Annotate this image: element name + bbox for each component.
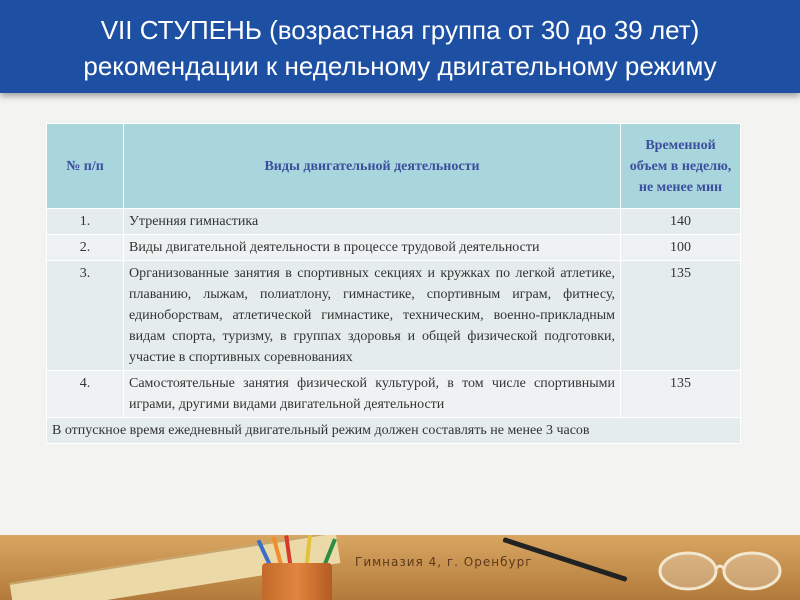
row-time: 135 — [621, 261, 741, 371]
row-time: 135 — [621, 371, 741, 418]
row-time: 100 — [621, 235, 741, 261]
pencil-cup-image — [262, 563, 332, 600]
table-row — [47, 209, 741, 235]
row-num: 4. — [47, 371, 124, 418]
page-title-line-1: VII СТУПЕНЬ (возрастная группа от 30 до 39 лет) — [100, 15, 700, 45]
table-row — [47, 371, 741, 418]
activity-table — [46, 123, 741, 444]
table-footer-row — [47, 418, 741, 444]
title-band — [0, 0, 800, 93]
page-title-line-2: рекомендации к недельному двигательному режиму — [83, 51, 717, 81]
table-header-row — [47, 124, 741, 209]
decorative-bottom-strip — [0, 535, 800, 600]
row-activity: Утренняя гимнастика — [124, 209, 621, 235]
row-time: 140 — [621, 209, 741, 235]
row-activity: Организованные занятия в спортивных секциях и кружках по легкой атлетике, плаванию, лыжам, полиатлону, гимнастике, спортивным играм, фитнесу, единоборствам, атлетической гимнастике, техническим, военно-прикладным видам спорта, туризму, в группах здоровья и общей физической подготовки, участие в спортивных соревнованиях — [124, 261, 621, 371]
header-time: Временной объем в неделю, не менее мин — [621, 124, 741, 209]
table-row — [47, 235, 741, 261]
row-num: 2. — [47, 235, 124, 261]
row-num: 3. — [47, 261, 124, 371]
row-num: 1. — [47, 209, 124, 235]
glasses-icon — [650, 543, 790, 593]
table-footer-note: В отпускное время ежедневный двигательный режим должен составлять не менее 3 часов — [47, 418, 741, 444]
table-row — [47, 261, 741, 371]
row-activity: Виды двигательной деятельности в процессе трудовой деятельности — [124, 235, 621, 261]
header-num: № п/п — [47, 124, 124, 209]
school-caption: Гимназия 4, г. Оренбург — [355, 555, 533, 569]
row-activity: Самостоятельные занятия физической культурой, в том числе спортивными играми, другими видами двигательной деятельности — [124, 371, 621, 418]
header-activity: Виды двигательной деятельности — [124, 124, 621, 209]
